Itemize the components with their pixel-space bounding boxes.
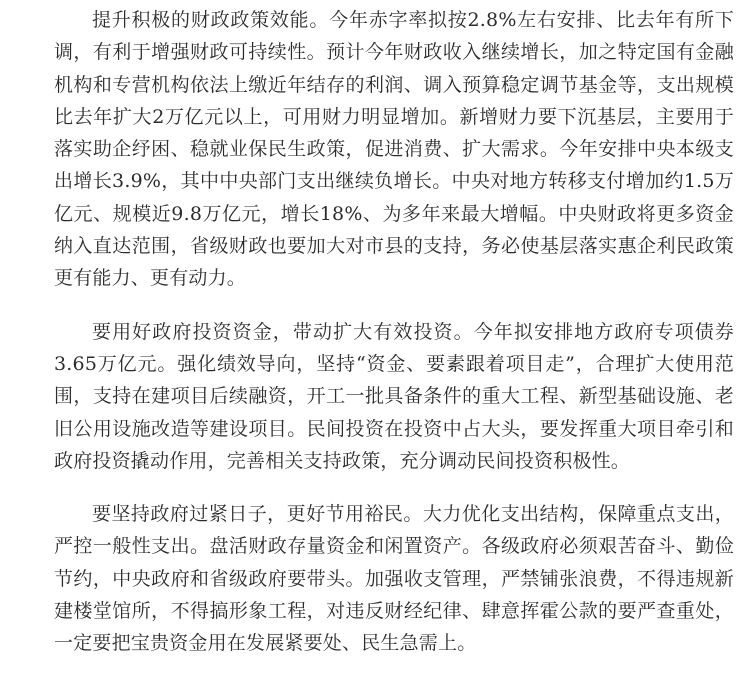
paragraph-government-investment: 要用好政府投资资金，带动扩大有效投资。今年拟安排地方政府专项债券3.65万亿元。强化绩效导向，坚持“资金、要素跟着项目走”，合理扩大使用范围，支持在建项目后续融资，开工一批具备条件的重大工程、新型基础设施、老旧公用设施改造等建设项目。民间投资在投资中占大头，要发挥重大项目牵引和政府投资撬动作用，完善相关支持政策，充分调动民间投资积极性。	[54, 320, 734, 472]
paragraph-austerity: 要坚持政府过紧日子，更好节用裕民。大力优化支出结构，保障重点支出，严控一般性支出。盘活财政存量资金和闲置资产。各级政府必须艰苦奋斗、勤俭节约，中央政府和省级政府要带头。加强收支管理，严禁铺张浪费，不得违规新建楼堂馆所，不得搞形象工程，对违反财经纪律、肆意挥霍公款的要严查重处，一定要把宝贵资金用在发展紧要处、民生急需上。	[54, 503, 734, 655]
paragraph-fiscal-policy-efficiency: 提升积极的财政政策效能。今年赤字率拟按2.8%左右安排、比去年有所下调，有利于增强财政可持续性。预计今年财政收入继续增长，加之特定国有金融机构和专营机构依法上缴近年结存的利润、调入预算稳定调节基金等，支出规模比去年扩大2万亿元以上，可用财力明显增加。新增财力要下沉基层，主要用于落实助企纾困、稳就业保民生政策，促进消费、扩大需求。今年安排中央本级支出增长3.9%，其中中央部门支出继续负增长。中央对地方转移支付增加约1.5万亿元、规模近9.8万亿元，增长18%、为多年来最大增幅。中央财政将更多资金纳入直达范围，省级财政也要加大对市县的支持，务必使基层落实惠企利民政策更有能力、更有动力。	[54, 9, 734, 290]
